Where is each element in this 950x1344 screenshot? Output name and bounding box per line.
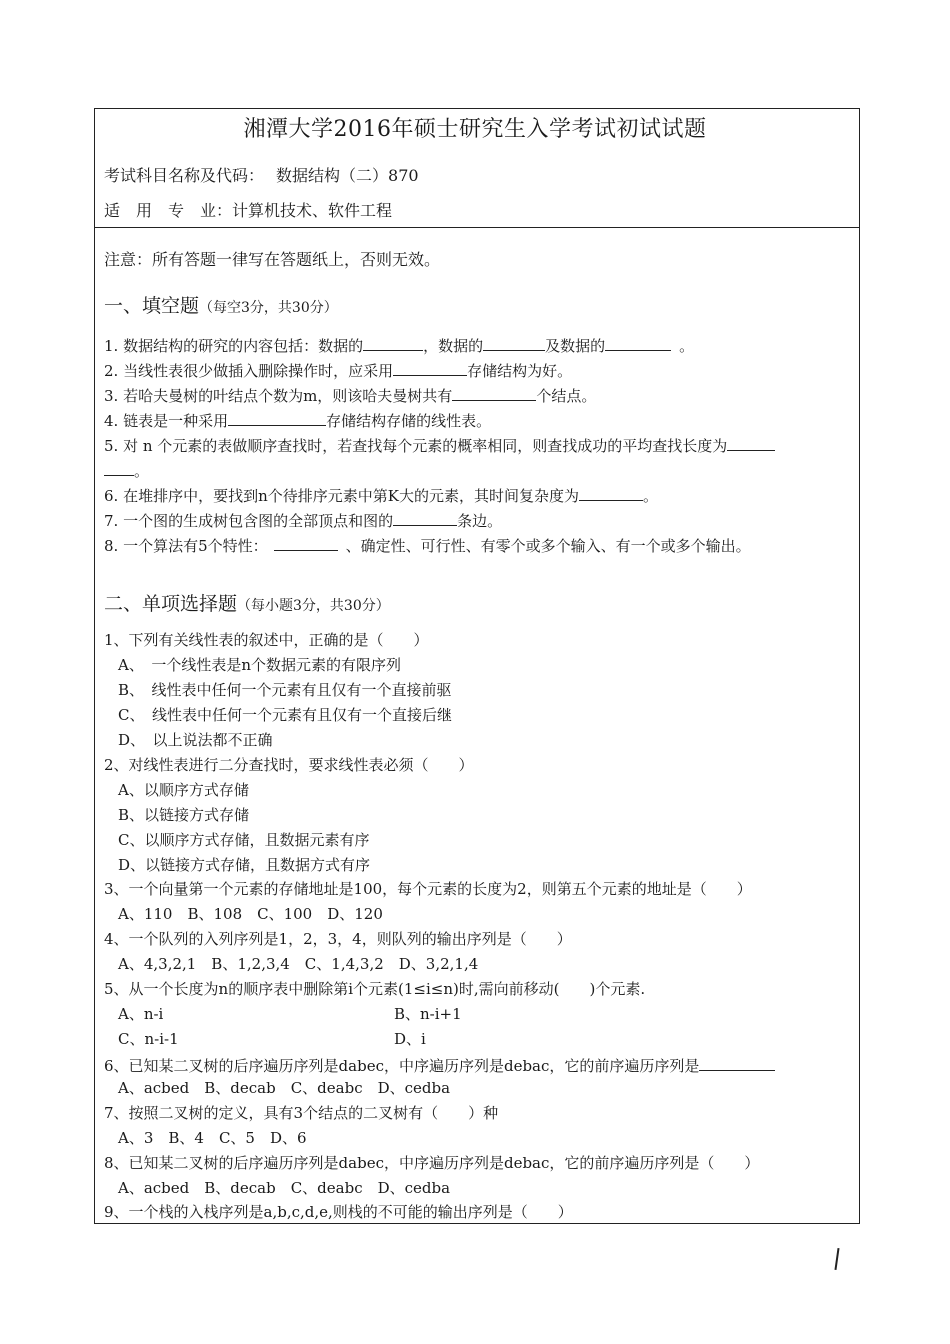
choice-question-4: 4、一个队列的入列序列是1，2，3，4，则队列的输出序列是（ ）: [104, 930, 572, 948]
fill-question-7: 7. 一个图的生成树包含图的全部顶点和图的 条边。: [104, 512, 503, 530]
answer-blank: [452, 386, 536, 401]
answer-blank: [579, 486, 643, 501]
answer-blank: [393, 511, 457, 526]
choice-options-row: A、110 B、108 C、100 D、120: [118, 905, 383, 923]
choice-option: B、 线性表中任何一个元素有且仅有一个直接前驱: [118, 681, 452, 699]
major-label: 适 用 专 业：: [104, 201, 233, 220]
choice-option: A、 一个线性表是n个数据元素的有限序列: [118, 656, 401, 674]
answer-blank: [363, 336, 423, 351]
choice-option: D、 以上说法都不正确: [118, 731, 273, 749]
fill-question-6: 6. 在堆排序中，要找到n个待排序元素中第K大的元素，其时间复杂度为 。: [104, 487, 658, 505]
fill-question-3: 3. 若哈夫曼树的叶结点个数为m，则该哈夫曼树共有 个结点。: [104, 387, 597, 405]
subject-label: 考试科目名称及代码：: [104, 166, 265, 185]
choice-option: A、以顺序方式存储: [118, 781, 249, 799]
exam-title: 湘潭大学2016年硕士研究生入学考试初试试题: [243, 117, 707, 142]
choice-options-row: A、acbed B、decab C、deabc D、cedba: [118, 1079, 451, 1097]
choice-question-9: 9、一个栈的入栈序列是a,b,c,d,e,则栈的不可能的输出序列是（ ）: [104, 1203, 573, 1221]
major-value: 计算机技术、软件工程: [232, 201, 393, 220]
choice-option: D、以链接方式存储，且数据方式有序: [118, 856, 371, 874]
choice-question-7: 7、按照二叉树的定义，具有3个结点的二叉树有（ ）种: [104, 1104, 499, 1122]
section1-heading: [104, 297, 338, 316]
fill-question-5: 5. 对 n 个元素的表做顺序查找时，若查找每个元素的概率相同，则查找成功的平均查找长度为: [104, 436, 775, 454]
choice-question-1: 1、下列有关线性表的叙述中，正确的是（ ）: [104, 631, 429, 649]
answer-blank: [605, 336, 671, 351]
notice: 注意：所有答题一律写在答题纸上，否则无效。: [104, 250, 441, 269]
choice-options-row: A、3 B、4 C、5 D、6: [118, 1129, 307, 1147]
subject-value: 数据结构（二）870: [276, 166, 419, 185]
answer-blank: [699, 1056, 775, 1071]
section1-note: （每空3分，共30分）: [199, 300, 338, 316]
section2-title: 二、单项选择题: [104, 593, 238, 615]
choice-option: C、以顺序方式存储，且数据元素有序: [118, 831, 370, 849]
choice-question-6: 6、已知某二叉树的后序遍历序列是dabec，中序遍历序列是debac，它的前序遍历序列是: [104, 1056, 775, 1074]
fill-question-2: 2. 当线性表很少做插入删除操作时，应采用 存储结构为好。: [104, 362, 573, 380]
answer-blank: [393, 361, 467, 376]
major-row: [104, 203, 392, 219]
header-divider: [94, 227, 860, 228]
fill-question-5-continued: 。: [104, 461, 149, 479]
choice-option: C、 线性表中任何一个元素有且仅有一个直接后继: [118, 706, 452, 724]
choice-options-row: A、4,3,2,1 B、1,2,3,4 C、1,4,3,2 D、3,2,1,4: [118, 955, 479, 973]
choice-option: D、i: [394, 1030, 426, 1048]
choice-question-8: 8、已知某二叉树的后序遍历序列是dabec，中序遍历序列是debac，它的前序遍历序列是（ ）: [104, 1154, 760, 1172]
choice-option: C、n-i-1: [118, 1030, 179, 1048]
section1-title: 一、填空题: [104, 295, 200, 317]
answer-blank: [104, 461, 134, 476]
choice-question-5: 5、从一个长度为n的顺序表中删除第i个元素(1≤i≤n)时,需向前移动( )个元素.: [104, 980, 646, 998]
section2-heading: [104, 595, 390, 614]
answer-blank: [274, 536, 338, 551]
choice-option: B、n-i+1: [394, 1005, 462, 1023]
answer-blank: [483, 336, 545, 351]
choice-option: B、以链接方式存储: [118, 806, 250, 824]
fill-question-8: 8. 一个算法有5个特性： 、确定性、可行性、有零个或多个输入、有一个或多个输出。: [104, 537, 751, 555]
page-mark: [834, 1248, 839, 1270]
choice-question-2: 2、对线性表进行二分查找时，要求线性表必须（ ）: [104, 756, 474, 774]
choice-question-3: 3、一个向量第一个元素的存储地址是100，每个元素的长度为2，则第五个元素的地址是（ ）: [104, 880, 752, 898]
choice-options-row: A、acbed B、decab C、deabc D、cedba: [118, 1179, 451, 1197]
answer-blank: [228, 411, 326, 426]
fill-question-4: 4. 链表是一种采用 存储结构存储的线性表。: [104, 412, 492, 430]
fill-question-1: 1. 数据结构的研究的内容包括：数据的 ，数据的 及数据的 。: [104, 337, 695, 355]
answer-blank: [727, 436, 775, 451]
subject-row: [104, 168, 419, 184]
choice-option: A、n-i: [118, 1005, 164, 1023]
section2-note: （每小题3分，共30分）: [237, 598, 390, 614]
